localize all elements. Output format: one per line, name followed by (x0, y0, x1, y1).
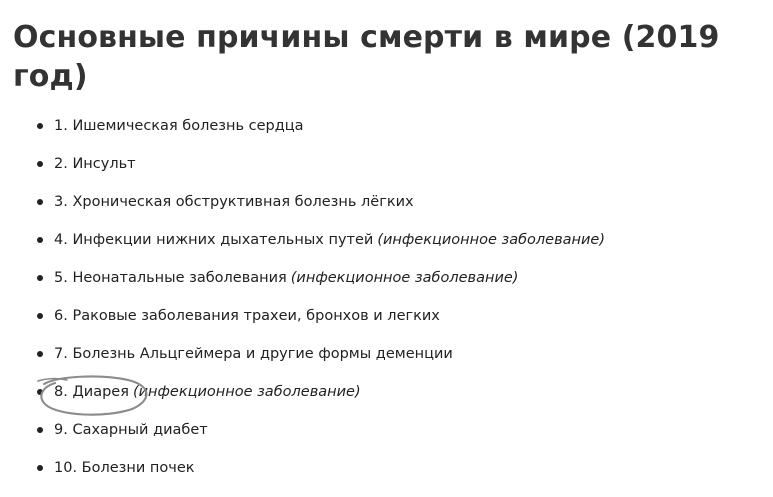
bullet-icon (37, 465, 43, 471)
bullet-icon (37, 389, 43, 395)
infectious-disease-note: (инфекционное заболевание) (377, 232, 606, 248)
list-item (0, 297, 628, 335)
bullet-icon (37, 427, 43, 433)
list-item (0, 411, 628, 449)
list-item (0, 259, 628, 297)
list-item (0, 183, 628, 221)
cause-text: 9. Сахарный диабет (54, 422, 208, 438)
bullet-icon (37, 237, 43, 243)
cause-text: 5. Неонатальные заболевания (54, 270, 287, 286)
bullet-icon (37, 351, 43, 357)
causes-of-death-list (0, 107, 628, 487)
page-title-line-1: Основные причины смерти в мире (2019 (13, 20, 720, 55)
bullet-icon (37, 123, 43, 129)
cause-text: 8. Диарея (54, 384, 129, 400)
list-item (0, 145, 628, 183)
list-item (0, 221, 628, 259)
cause-text: 1. Ишемическая болезнь сердца (54, 118, 304, 134)
list-item (0, 107, 628, 145)
page-title-line-2: год) (13, 59, 88, 94)
list-item (0, 335, 628, 373)
page-title (13, 18, 773, 96)
cause-text: 4. Инфекции нижних дыхательных путей (54, 232, 374, 248)
bullet-icon (37, 313, 43, 319)
cause-text: 7. Болезнь Альцгеймера и другие формы деменции (54, 346, 453, 362)
bullet-icon (37, 161, 43, 167)
list-item (0, 373, 628, 411)
bullet-icon (37, 275, 43, 281)
cause-text: 3. Хроническая обструктивная болезнь лёгких (54, 194, 414, 210)
bullet-icon (37, 199, 43, 205)
infectious-disease-note: (инфекционное заболевание) (290, 270, 519, 286)
cause-text: 10. Болезни почек (54, 460, 195, 476)
infectious-disease-note: (инфекционное заболевание) (132, 384, 361, 400)
cause-text: 6. Раковые заболевания трахеи, бронхов и легких (54, 308, 440, 324)
list-item (0, 449, 628, 487)
cause-text: 2. Инсульт (54, 156, 136, 172)
